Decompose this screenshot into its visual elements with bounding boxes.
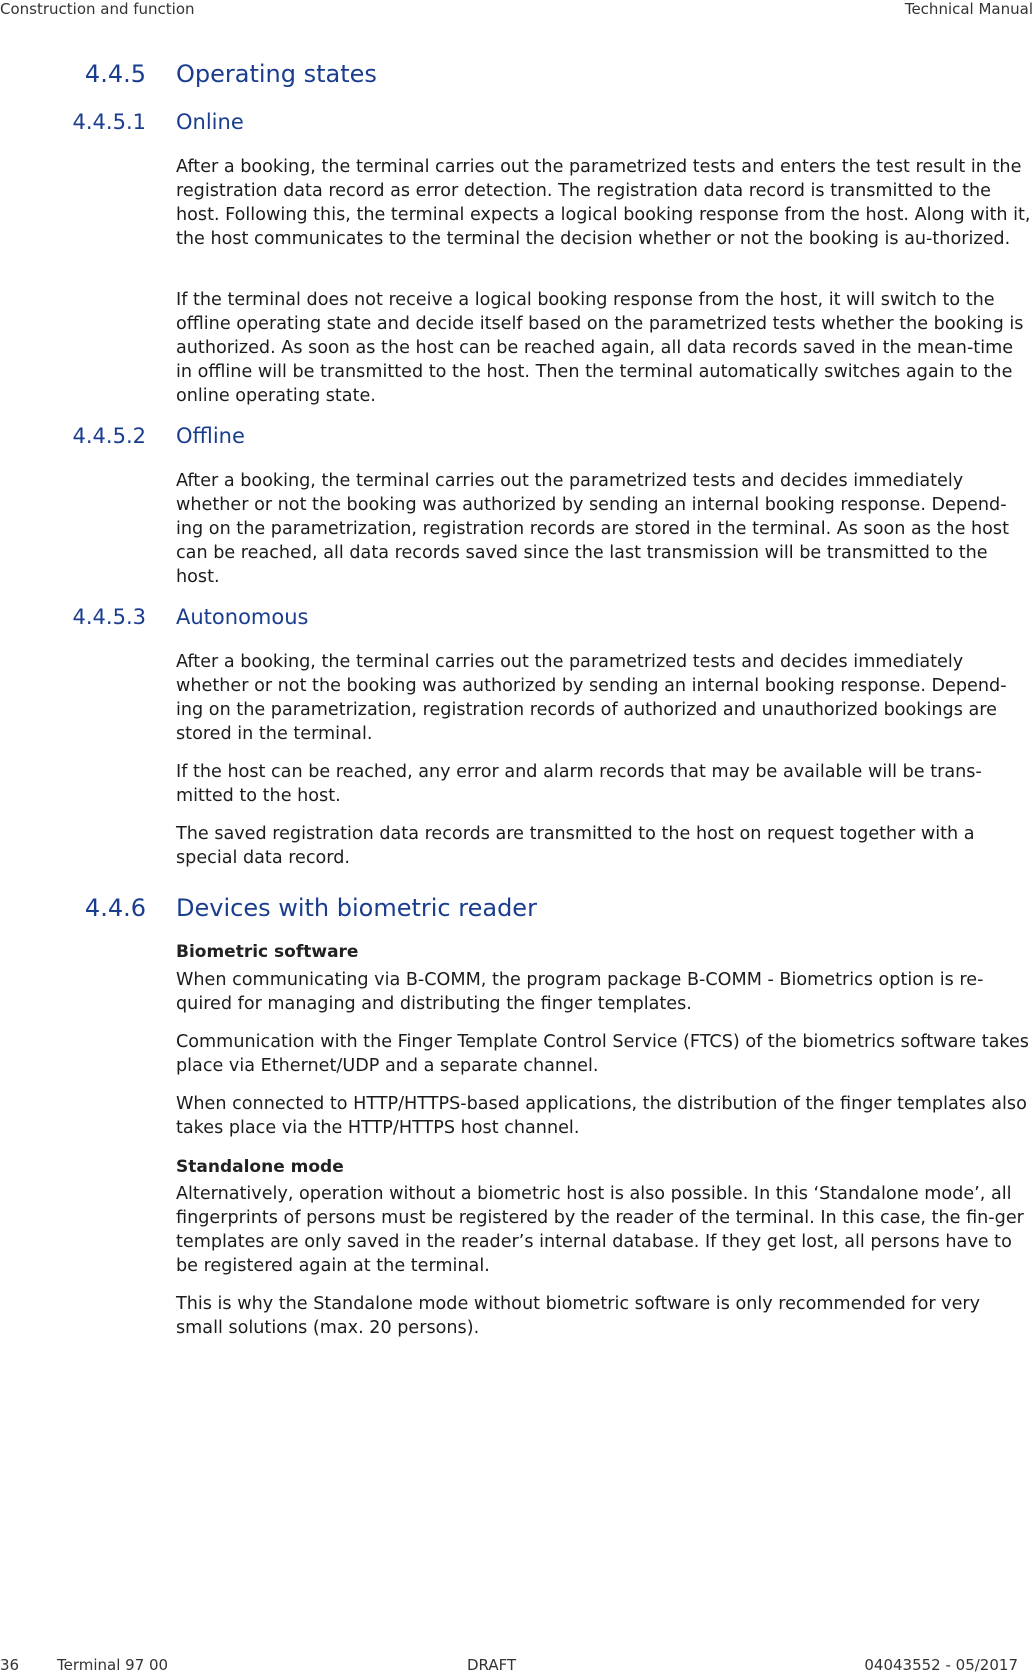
header-chapter: Construction and function bbox=[0, 0, 195, 18]
header-doc-type: Technical Manual bbox=[904, 0, 1033, 18]
paragraph: After a booking, the terminal carries out the parametrized tests and enters the test result in the registration data record as error detection. The registration data record is transmitted to the host. Following this, the terminal expects a logical booking response from the host. Along with it, the host communicates to the terminal the decision whether or not the booking is au-thorized. bbox=[176, 157, 1031, 249]
section-number: 4.4.5.3 bbox=[72, 605, 146, 629]
heading-4-4-5-2 bbox=[0, 424, 1033, 452]
paragraph: If the host can be reached, any error and alarm records that may be available will be trans-mitted to the host. bbox=[176, 762, 982, 806]
section-number: 4.4.5 bbox=[84, 60, 146, 88]
paragraph: If the terminal does not receive a logical booking response from the host, it will switch to the offline operating state and decide itself based on the parametrized tests whether the booking is authorized. As soon as the host can be reached again, all data records saved in the mean-time in offline will be transmitted to the host. Then the terminal automatically switches again to the online operating state. bbox=[176, 290, 1024, 406]
section-title: Online bbox=[176, 110, 244, 134]
section-title: Offline bbox=[176, 424, 245, 448]
paragraph: When communicating via B-COMM, the program package B-COMM - Biometrics option is re-quired for managing and distributing the finger templates. bbox=[176, 970, 984, 1014]
product-name: Terminal 97 00 bbox=[57, 1656, 169, 1674]
section-title: Operating states bbox=[176, 60, 377, 88]
section-title: Autonomous bbox=[176, 605, 309, 629]
paragraph: This is why the Standalone mode without biometric software is only recommended for very small solutions (max. 20 persons). bbox=[176, 1294, 981, 1338]
heading-4-4-5 bbox=[0, 60, 1033, 92]
paragraph: Alternatively, operation without a biometric host is also possible. In this ‘Standalone mode’, all fingerprints of persons must be registered by the reader of the terminal. In this case, the fin-ger templates are only saved in the reader’s internal database. If they get lost, all persons have to be registered again at the terminal. bbox=[176, 1184, 1024, 1276]
document-id: 04043552 - 05/2017 bbox=[864, 1656, 1018, 1674]
section-number: 4.4.6 bbox=[84, 894, 146, 922]
paragraph: Communication with the Finger Template Control Service (FTCS) of the biometrics software takes place via Ethernet/UDP and a separate channel. bbox=[176, 1032, 1029, 1076]
subheading-standalone-mode: Standalone mode bbox=[176, 1157, 344, 1177]
paragraph: The saved registration data records are transmitted to the host on request together with a special data record. bbox=[176, 824, 975, 868]
section-number: 4.4.5.2 bbox=[72, 424, 146, 448]
page-number: 36 bbox=[0, 1656, 20, 1674]
heading-4-4-5-3 bbox=[0, 605, 1033, 633]
page-footer bbox=[0, 1656, 1033, 1677]
subheading-biometric-software: Biometric software bbox=[176, 942, 359, 962]
page-header bbox=[0, 0, 1033, 20]
section-title: Devices with biometric reader bbox=[176, 894, 537, 922]
paragraph: After a booking, the terminal carries out the parametrized tests and decides immediately whether or not the booking was authorized by sending an internal booking response. Depend-ing on the parametrization, registration records of authorized and unauthorized bookings are stored in the terminal. bbox=[176, 652, 1007, 744]
heading-4-4-6 bbox=[0, 894, 1033, 926]
paragraph: After a booking, the terminal carries out the parametrized tests and decides immediately whether or not the booking was authorized by sending an internal booking response. Depend-ing on the parametrization, registration records are stored in the terminal. As soon as the host can be reached, all data records saved since the last transmission will be transmitted to the host. bbox=[176, 471, 1009, 587]
heading-4-4-5-1 bbox=[0, 110, 1033, 138]
section-number: 4.4.5.1 bbox=[72, 110, 146, 134]
paragraph: When connected to HTTP/HTTPS-based applications, the distribution of the finger templates also takes place via the HTTP/HTTPS host channel. bbox=[176, 1094, 1027, 1138]
draft-label: DRAFT bbox=[467, 1656, 517, 1674]
